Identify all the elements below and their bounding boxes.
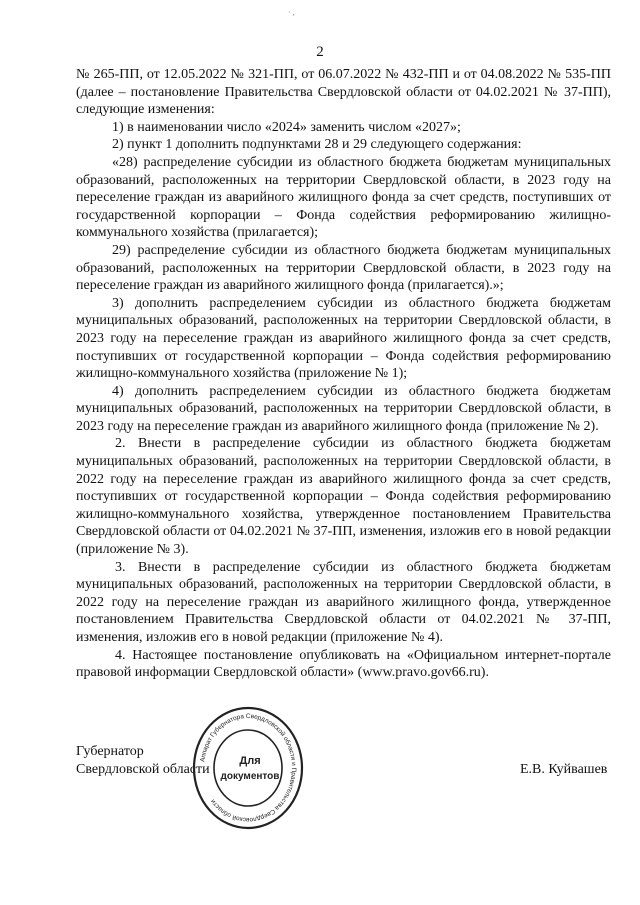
paragraph-item-4: 4) дополнить распределением субсидии из областного бюджета бюджетам муниципальных образований, расположенных на территории Свердловской области, в 2023 году на переселение граждан из аварийного жилищного фонда (приложение № 2). [76, 383, 611, 434]
paragraph-item-1: 1) в наименовании число «2024» заменить числом «2027»; [112, 119, 461, 135]
signatory-position [76, 743, 210, 779]
paragraph-item-3: 3) дополнить распределением субсидии из областного бюджета бюджетам муниципальных образований, расположенных на территории Свердловской области, в 2023 году на переселение граждан из аварийного жилищного фонда за счет средств, поступивших от государственной корпорации – Фонда содействия реформированию жилищно-коммунального хозяйства (приложение № 1); [76, 295, 611, 382]
stamp-ring-text: Аппарат Губернатора Свердловской области и Правительства Свердловской области [199, 712, 298, 824]
stamp-center-line2: документов [220, 771, 280, 782]
paragraph-continuation: № 265-ПП, от 12.05.2022 № 321-ПП, от 06.07.2022 № 432-ПП и от 04.08.2022 № 535-ПП (далее – постановление Правительства Свердловской области от 04.02.2021 № 37-ПП), следующие изменения: [76, 67, 611, 118]
signatory-name: Е.В. Куйвашев [520, 762, 608, 777]
paragraph-item-2: 2) пункт 1 дополнить подпунктами 28 и 29 следующего содержания: [112, 137, 522, 153]
paragraph-clause-3: 3. Внести в распределение субсидии из областного бюджета бюджетам муниципальных образований, расположенных на территории Свердловской области, в 2022 году на переселение граждан из аварийного жилищного фонда, утвержденное постановлением Правительства Свердловской области от 04.02.2021 № 37-ПП, изменения, изложив его в новой редакции (приложение № 4). [76, 559, 611, 645]
page-number: 2 [316, 44, 324, 60]
document-body [76, 66, 611, 682]
paragraph-clause-2: 2. Внести в распределение субсидии из областного бюджета бюджетам муниципальных образований, расположенных на территории Свердловской области, в 2022 году на переселение граждан из аварийного жилищного фонда за счет средств, поступивших от государственной корпорации – Фонда содействия реформированию жилищно-коммунального хозяйства, утвержденное постановлением Правительства Свердловской области от 04.02.2021 № 37-ПП, изменения, изложив его в новой редакции (приложение № 3). [76, 436, 611, 558]
scan-specks: · , [288, 8, 295, 17]
paragraph-clause-4: 4. Настоящее постановление опубликовать на «Официальном интернет-портале правовой информации Свердловской области» (www.pravo.gov66.ru). [76, 647, 611, 681]
signatory-region: Свердловской области [76, 762, 210, 777]
document-stamp [192, 706, 304, 830]
paragraph-subitem-29: 29) распределение субсидии из областного бюджета бюджетам муниципальных образований, расположенных на территории Свердловской области, в 2023 году на переселение граждан из аварийного жилищного фонда (прилагается).»; [76, 242, 611, 294]
stamp-center-line1: Для [239, 755, 261, 767]
stamp-seal [192, 706, 304, 830]
signatory-title: Губернатор [76, 744, 144, 759]
paragraph-subitem-28: «28) распределение субсидии из областного бюджета бюджетам муниципальных образований, расположенных на территории Свердловской области, в 2023 году на переселение граждан из аварийного жилищного фонда за счет средств, поступивших от государственной корпорации – Фонда содействия реформированию жилищно-коммунального хозяйства (прилагается); [76, 154, 611, 241]
